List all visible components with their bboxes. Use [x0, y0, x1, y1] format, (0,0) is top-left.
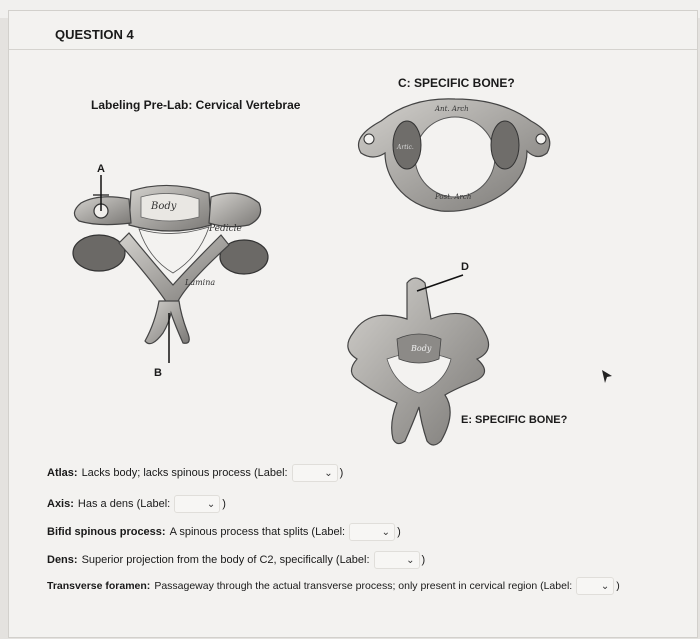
question-text-axis: Has a dens (Label:	[77, 498, 171, 510]
question-row-transverse	[47, 577, 620, 595]
term-dens: Dens:	[47, 554, 78, 566]
figure-c-title: C: SPECIFIC BONE?	[398, 76, 515, 90]
body-text: Body	[151, 201, 177, 212]
close-paren: )	[421, 554, 426, 566]
term-transverse: Transverse foramen:	[47, 580, 151, 592]
close-paren: )	[222, 498, 226, 510]
pedicle-text: Pedicle	[209, 224, 242, 234]
close-paren: )	[397, 526, 401, 538]
dropdown-axis[interactable]	[174, 495, 220, 513]
label-a: A	[97, 163, 105, 175]
question-row-bifid	[47, 523, 401, 541]
dropdown-atlas[interactable]	[292, 464, 338, 482]
lamina-text: Lamina	[185, 278, 216, 287]
term-atlas: Atlas:	[47, 467, 78, 479]
chevron-down-icon: ⌄	[206, 498, 216, 510]
question-row-axis	[47, 495, 226, 513]
axis-body-text: Body	[411, 344, 432, 353]
atlas-figure	[341, 91, 569, 221]
dropdown-bifid[interactable]	[349, 523, 395, 541]
ant-arch-text: Ant. Arch	[435, 105, 469, 113]
chevron-down-icon: ⌄	[381, 526, 391, 538]
question-text-dens: Superior projection from the body of C2, specifically (Label:	[81, 554, 370, 566]
articular-text: Artic.	[397, 144, 414, 151]
label-d: D	[461, 261, 469, 273]
post-arch-text: Post. Arch	[435, 193, 472, 201]
question-row-dens	[47, 551, 425, 569]
question-card	[8, 10, 698, 638]
close-paren: )	[339, 467, 344, 479]
question-text-atlas: Lacks body; lacks spinous process (Label:	[81, 467, 288, 479]
question-text-transverse: Passageway through the actual transverse process; only present in cervical region (Label:	[154, 580, 573, 592]
chevron-down-icon: ⌄	[324, 467, 333, 479]
lab-title: Labeling Pre-Lab: Cervical Vertebrae	[91, 98, 301, 112]
question-title: QUESTION 4	[55, 27, 134, 42]
label-b: B	[154, 367, 162, 379]
term-bifid: Bifid spinous process:	[47, 526, 166, 538]
figure-e-title: E: SPECIFIC BONE?	[461, 414, 568, 426]
dropdown-transverse[interactable]	[576, 577, 614, 595]
chevron-down-icon: ⌄	[406, 554, 415, 566]
chevron-down-icon: ⌄	[600, 580, 610, 592]
dropdown-dens[interactable]	[374, 551, 420, 569]
term-axis: Axis:	[47, 498, 74, 510]
close-paren: )	[616, 580, 620, 592]
question-row-atlas	[47, 464, 343, 482]
question-text-bifid: A spinous process that splits (Label:	[169, 526, 346, 538]
header-divider	[9, 49, 697, 50]
cervical-vertebra-figure	[59, 173, 269, 373]
mouse-cursor-icon	[601, 369, 613, 385]
